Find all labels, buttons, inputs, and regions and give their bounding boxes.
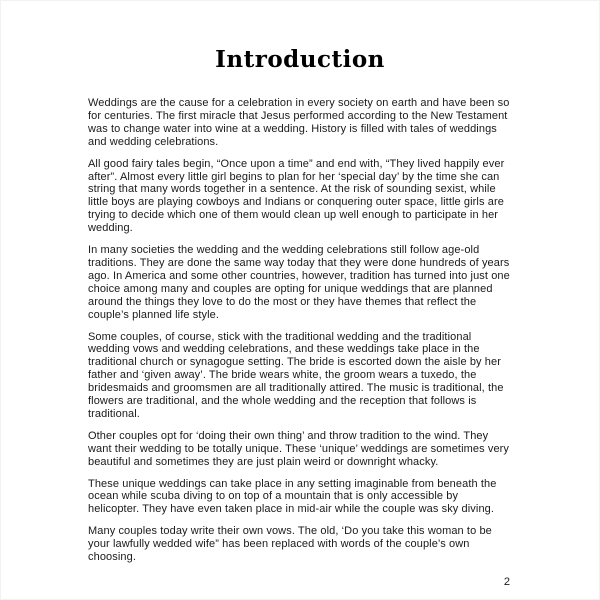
paragraph-unique-settings: These unique weddings can take place in any setting imaginable from beneath the ocean while scuba diving to on top of a mountain that is only accessible by helicopter. They have even taken place in mid-air while the couple was sky diving. <box>88 477 497 516</box>
paragraph-traditional-wedding: Some couples, of course, stick with the traditional wedding and the traditional wedding vows and wedding celebrations, and these weddings take place in the traditional church or synagogue setting. The bride is escorted down the aisle by her father and ‘given away’. The bride wears white, the groom wears a tuxedo, the bridesmaids and groomsmen are all traditionally attired. The music is traditional, the flowers are traditional, and the whole wedding and the reception that follows is traditional. <box>88 330 504 420</box>
paragraph-weddings-celebration: Weddings are the cause for a celebration in every society on earth and have been so for centuries. The first miracle that Jesus performed according to the New Testament was to change water into wine at a wedding. History is filled with tales of weddings and wedding celebrations. <box>88 97 510 148</box>
paragraph-age-old-traditions: In many societies the wedding and the wedding celebrations still follow age-old traditions. They are done the same way today that they were done hundreds of years ago. In America and some other countries, however, tradition has turned into just one choice among many and couples are opting for unique weddings that are planned around the things they love to do the most or they have themes that reflect the couple’s planned life style. <box>88 244 510 321</box>
paragraph-fairy-tales: All good fairy tales begin, “Once upon a time” and end with, “They lived happily ever after”. Almost every little girl begins to plan for her ‘special day’ by the time she can string that many words together in a sentence. At the risk of sounding sexist, while little boys are playing cowboys and Indians or conquering outer space, little girls are trying to decide which one of them would clean up well enough to participate in her wedding. <box>88 157 505 235</box>
page-number: 2 <box>503 576 510 588</box>
page-title: Introduction <box>215 46 385 73</box>
paragraph-unique-weddings: Other couples opt for ‘doing their own thing’ and throw tradition to the wind. They want their wedding to be totally unique. These ‘unique’ weddings are sometimes very beautiful and sometimes they are just plain weird or downright whacky. <box>88 429 510 468</box>
paragraph-own-vows: Many couples today write their own vows. The old, ‘Do you take this woman to be your lawfully wedded wife” has been replaced with words of the couple’s own choosing. <box>88 525 492 564</box>
